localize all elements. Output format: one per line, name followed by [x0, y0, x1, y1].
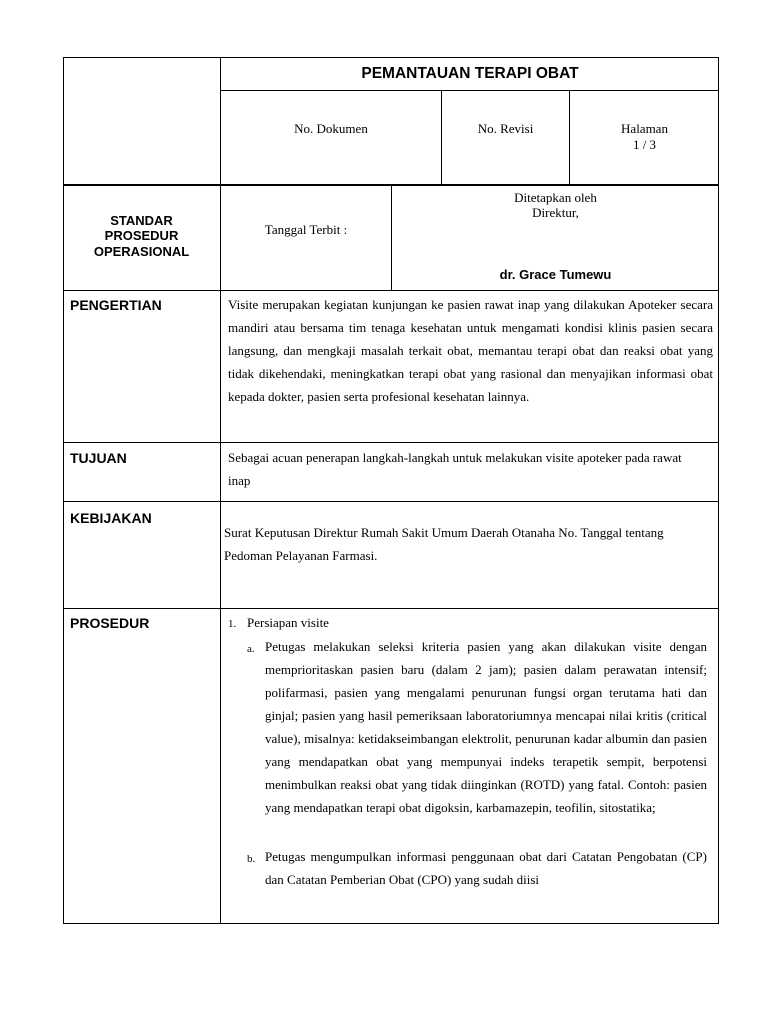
tujuan-label: TUJUAN	[70, 450, 127, 466]
signatory-name: dr. Grace Tumewu	[499, 267, 612, 282]
pengertian-label: PENGERTIAN	[70, 297, 162, 313]
sop-label-prosedur: PROSEDUR	[104, 228, 179, 243]
prosedur-item-1-text: Persiapan visite	[247, 615, 329, 630]
rule-pengertian-bottom	[63, 442, 719, 443]
prosedur-sub-a-marker: a.	[247, 643, 255, 655]
document-title: PEMANTAUAN TERAPI OBAT	[361, 65, 579, 82]
prosedur-sub-b-marker: b.	[247, 853, 256, 865]
tujuan-text: Sebagai acuan penerapan langkah-langkah untuk melakukan visite apoteker pada rawat inap	[228, 450, 682, 488]
rule-kebijakan-bottom	[63, 608, 719, 609]
prosedur-sub-a-text: Petugas melakukan seleksi kriteria pasien yang akan dilakukan visite dengan memprioritaskan pasien baru (dalam 2 jam); pasien dalam perawatan intensif; polifarmasi, pasien yang mengalami penurunan fungsi organ terutama hati dan ginjal; pasien yang hasil pemeriksaan laboratoriumnya mencapai nilai kritis (critical value), misalnya: ketidakseimbangan elektrolit, penurunan kadar albumin dan pasien yang mendapatkan obat yang mempunyai indeks terapetik sempit, berpotensi menimbulkan reaksi obat yang tidak diinginkan (ROTD) yang fatal. Contoh: pasien yang mendapatkan terapi obat digoksin, karbamazepin, teofilin, sitostatika;	[265, 639, 707, 815]
no-dokumen-label: No. Dokumen	[294, 121, 368, 136]
kebijakan-text: Surat Keputusan Direktur Rumah Sakit Umum Daerah Otanaha No. Tanggal tentang Pedoman Pelayanan Farmasi.	[224, 525, 664, 563]
rule-left-column	[220, 57, 221, 924]
ditetapkan-role: Direktur,	[532, 205, 579, 220]
prosedur-label: PROSEDUR	[70, 615, 150, 631]
prosedur-sub-b-text: Petugas mengumpulkan informasi penggunaan obat dari Catatan Pengobatan (CP) dan Catatan Pemberian Obat (CPO) yang sudah diisi	[265, 849, 707, 887]
halaman-label: Halaman	[621, 121, 668, 136]
rule-header-title	[220, 90, 719, 91]
sop-label-operasional: OPERASIONAL	[93, 244, 190, 259]
ditetapkan-label: Ditetapkan oleh	[514, 190, 597, 205]
rule-revisi-left	[441, 90, 442, 185]
no-revisi-label: No. Revisi	[477, 121, 534, 136]
kebijakan-label: KEBIJAKAN	[70, 510, 152, 526]
pengertian-text: Visite merupakan kegiatan kunjungan ke pasien rawat inap yang dilakukan Apoteker secara mandiri atau bersama tim tenaga kesehatan untuk mengamati kondisi klinis pasien secara langsung, dan mengkaji masalah terkait obat, memantau terapi obat dan reaksi obat yang tidak dikehendaki, meningkatkan terapi obat yang rasional dan menyajikan informasi obat kepada dokter, pasien serta profesional kesehatan lainnya.	[228, 297, 713, 404]
rule-tujuan-bottom	[63, 501, 719, 502]
sop-label-standar: STANDAR	[110, 213, 173, 228]
prosedur-item-1-marker: 1.	[228, 618, 237, 630]
tanggal-terbit-label: Tanggal Terbit :	[264, 222, 348, 237]
halaman-value: 1 / 3	[632, 137, 657, 152]
